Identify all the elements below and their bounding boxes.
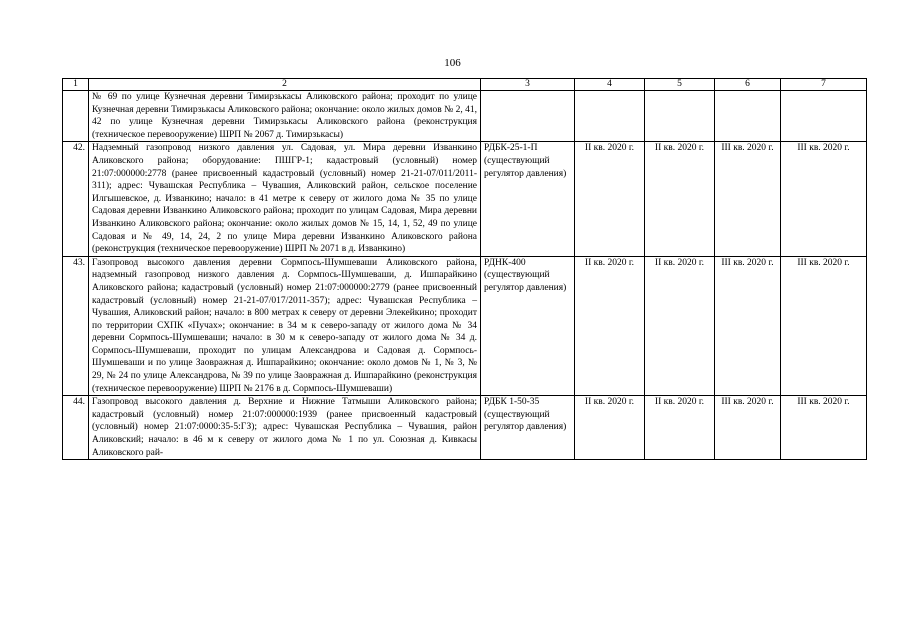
date-col4 — [575, 91, 645, 142]
equipment: РДБК 1-50-35 (существующий регулятор давления) — [481, 396, 575, 460]
equipment: РДНК-400 (существующий регулятор давления) — [481, 256, 575, 396]
page-number: 106 — [444, 57, 461, 69]
equipment — [481, 91, 575, 142]
table-row — [63, 396, 867, 460]
row-number: 43. — [63, 256, 89, 396]
date-col7: III кв. 2020 г. — [781, 256, 867, 396]
column-number: 6 — [715, 79, 781, 91]
pipeline-description: № 69 по улице Кузнечная деревни Тимирзькасы Аликовского района; проходит по улице Кузнечная деревни Тимирзькасы Аликовского района; окончание: около жилых домов № 2, 41, 42 по улице Кузнечная деревни Тимирзькасы Аликовского района (реконструкция (техническое перевооружение) ШРП № 2067 д. Тимирзькасы) — [89, 91, 481, 142]
column-number: 5 — [645, 79, 715, 91]
row-number: 44. — [63, 396, 89, 460]
column-number: 2 — [89, 79, 481, 91]
column-number: 4 — [575, 79, 645, 91]
equipment: РДБК-25-1-П (существующий регулятор давления) — [481, 142, 575, 256]
date-col5 — [645, 91, 715, 142]
date-col4: II кв. 2020 г. — [575, 142, 645, 256]
date-col6: III кв. 2020 г. — [715, 256, 781, 396]
pipeline-description: Газопровод высокого давления деревни Сормпось-Шумшеваши Аликовского района, надземный газопровод низкого давления д. Сормпось-Шумшеваши, д. Ишпарайкино Аликовского района; кадастровый (условный) номер 21:07:000000:2779 (ранее присвоенный кадастровый (условный) номер 21-21-07/017/2011-357); адрес: Чувашская Республика – Чувашия, Аликовский район; начало: в 800 метрах к северу от деревни Элекейкино; проходит по территории СХПК «Пучах»; окончание: в 34 м к северо-западу от жилого дома № 34 деревни Сормпось-Шумшеваши; начало: в 30 м к северо-западу от жилого дома № 34 д. Сормпось-Шумшеваши, проходит по улицам Александрова и Садовая д. Сормпось-Шумшеваши и по улице Заовражная д. Ишпарайкино; окончание: около домов № 1, № 3, № 29, № 24 по улице Александрова, № 39 по улице Заовражная д. Ишпарайкино (реконструкция (техническое перевооружение) ШРП № 2176 в д. Сормпось-Шумшеваши) — [89, 256, 481, 396]
row-number — [63, 91, 89, 142]
date-col7: III кв. 2020 г. — [781, 142, 867, 256]
column-number: 1 — [63, 79, 89, 91]
date-col6: III кв. 2020 г. — [715, 142, 781, 256]
pipeline-table — [62, 78, 867, 460]
date-col5: II кв. 2020 г. — [645, 256, 715, 396]
date-col4: II кв. 2020 г. — [575, 256, 645, 396]
column-number: 3 — [481, 79, 575, 91]
pipeline-description: Газопровод высокого давления д. Верхние и Нижние Татмыши Аликовского района; кадастровый (условный) номер 21:07:000000:1939 (ранее присвоенный кадастровый (условный) номер 21:07:0000:35-5:ГЗ); адрес: Чувашская Республика – Чувашия, район Аликовский; начало: в 46 м к северу от жилого дома № 1 по ул. Союзная д. Кивкасы Аликовского рай- — [89, 396, 481, 460]
date-col5: II кв. 2020 г. — [645, 142, 715, 256]
date-col4: II кв. 2020 г. — [575, 396, 645, 460]
row-number: 42. — [63, 142, 89, 256]
date-col5: II кв. 2020 г. — [645, 396, 715, 460]
table-row — [63, 142, 867, 256]
column-number: 7 — [781, 79, 867, 91]
date-col7: III кв. 2020 г. — [781, 396, 867, 460]
date-col7 — [781, 91, 867, 142]
pipeline-description: Надземный газопровод низкого давления ул. Садовая, ул. Мира деревни Изванкино Аликовского района; оборудование: ПШГР-1; кадастровый (условный) номер 21:07:000000:2778 (ранее присвоенный кадастровый (условный) номер 21-21-07/011/2011-311); адрес: Чувашская Республика – Чувашия, Аликовский район, сельское поселение Илгышевское, д. Изванкино; начало: в 41 метре к северу от жилого дома № 35 по улице Садовая деревни Изванкино Аликовского района; проходит по улицам Садовая, Мира деревни Изванкино Аликовского района; окончание: около жилых домов № 15, 14, 1, 52, 49 по улице Садовая и № 49, 14, 24, 2 по улице Мира деревни Изванкино Аликовского района (реконструкция (техническое перевооружение) ШРП № 2071 в д. Изванкино) — [89, 142, 481, 256]
date-col6: III кв. 2020 г. — [715, 396, 781, 460]
column-numbers-row — [63, 79, 867, 91]
date-col6 — [715, 91, 781, 142]
table-row — [63, 256, 867, 396]
table-row — [63, 91, 867, 142]
